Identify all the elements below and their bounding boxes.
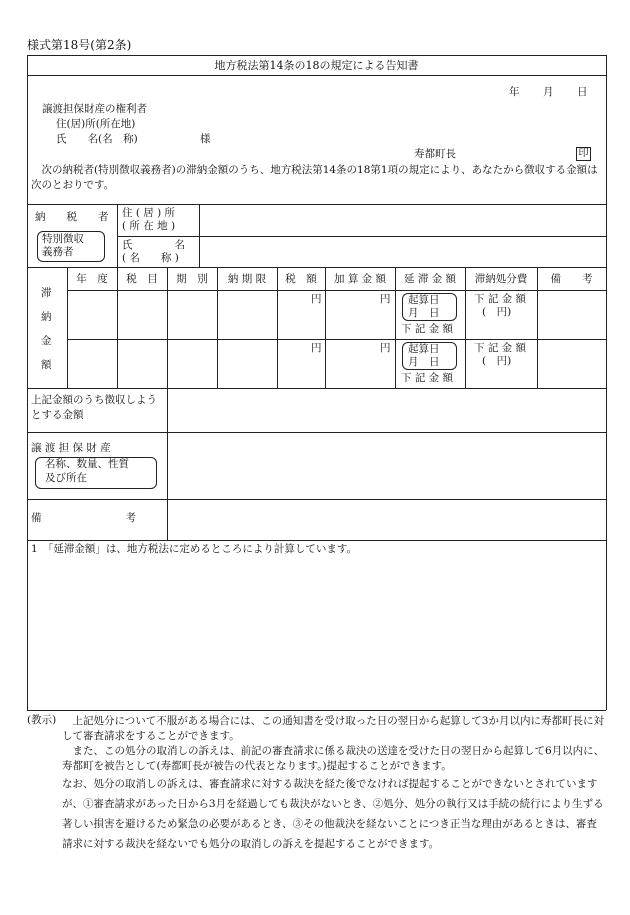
note-1: 1 「延滞金額」は、地方税法に定めるところにより計算しています。 [31, 543, 358, 555]
recipient-heading: 譲渡担保財産の権利者 [42, 103, 147, 115]
header-fiscal-year: 年 度 [76, 273, 108, 285]
taxpayer-sub-label-1: 特別徴収 [42, 233, 84, 245]
header-tax-amount: 税 額 [285, 273, 317, 285]
instruction-paragraph-1: 上記処分について不服がある場合には、この通知書を受け取った日の翌日から起算して3か月以内に寿都町長に対して審査請求をすることができます。 [62, 715, 604, 742]
taxpayer-sub-label-2: 義務者 [42, 246, 74, 258]
title-divider [27, 75, 606, 76]
header-remarks: 備 考 [550, 273, 593, 285]
property-label: 譲 渡 担 保 財 産 [31, 442, 111, 454]
row2-late-date: 月 日 [408, 356, 440, 368]
frame-bottom [27, 710, 606, 711]
issuer-name: 寿都町長 [414, 148, 456, 160]
row1-late-date: 月 日 [408, 307, 440, 319]
row1-fee-amount: 下 記 金 額 [474, 293, 527, 305]
property-sub-2: 及び所在 [45, 472, 87, 484]
arrears-row-label-1: 滞 [41, 287, 52, 299]
property-sub-1: 名称、数量、性質 [45, 458, 129, 470]
row2-fee-yen: ( 円) [482, 355, 512, 367]
header-due-date: 納 期 限 [227, 273, 267, 285]
header-period: 期 別 [176, 273, 208, 285]
row1-add-unit: 円 [380, 293, 391, 305]
lower-col-line [167, 388, 168, 540]
remarks-bottom-line [27, 540, 606, 541]
arrears-row-line [67, 339, 606, 340]
taxpayer-label: 納 税 者 [35, 211, 109, 223]
header-tax-item: 税 目 [126, 273, 158, 285]
row2-late-start: 起算日 [408, 343, 440, 355]
collect-bottom-line [27, 432, 606, 433]
intro-text: 次の納税者(特別徴収義務者)の滞納金額のうち、地方税法第14条の18第1項の規定により、あなたから徴収する金額は次のとおりです。 [31, 164, 598, 191]
issuer-seal: 印 [576, 147, 591, 161]
arrears-bottom-line [27, 388, 606, 389]
taxpayer-name-label-1: 氏 名 [122, 239, 185, 251]
arrears-row-label-2: 納 [41, 311, 52, 323]
arrears-row-label-4: 額 [41, 359, 52, 371]
taxpayer-row-divider [117, 236, 606, 237]
property-bottom-line [27, 499, 606, 500]
taxpayer-address-label-1: 住 ( 居 ) 所 [122, 207, 176, 219]
arrears-row-label-3: 金 [41, 335, 52, 347]
row1-fee-yen: ( 円) [482, 306, 512, 318]
recipient-address-label: 住(居)所(所在地) [56, 118, 136, 130]
date-year: 年 [509, 86, 520, 98]
recipient-name-label: 氏 名(名 称) [56, 133, 138, 145]
row2-late-amount: 下 記 金 額 [401, 372, 454, 384]
row1-late-amount: 下 記 金 額 [401, 323, 454, 335]
row2-fee-amount: 下 記 金 額 [474, 342, 527, 354]
row1-tax-unit: 円 [311, 293, 322, 305]
taxpayer-name-label-2: ( 名 称 ) [122, 252, 179, 264]
date-day: 日 [577, 86, 588, 98]
remarks-label: 備 考 [31, 512, 136, 524]
row2-tax-unit: 円 [311, 342, 322, 354]
date-month: 月 [543, 86, 554, 98]
row1-late-start: 起算日 [408, 294, 440, 306]
taxpayer-address-label-2: ( 所 在 地 ) [122, 220, 176, 232]
header-late-amount: 延 滞 金 額 [403, 273, 456, 285]
collect-amount-label: 上記金額のうち徴収しようとする金額 [31, 394, 157, 421]
arrears-header-line [67, 290, 606, 291]
header-additional-amount: 加 算 金 額 [333, 273, 386, 285]
frame-right [606, 55, 607, 710]
header-disposition-fee: 滞納処分費 [474, 273, 528, 285]
frame-left [27, 55, 28, 710]
taxpayer-bottom-line [27, 267, 606, 268]
recipient-honorific: 様 [200, 133, 211, 145]
instruction-label: (教示) [27, 714, 57, 726]
document-title: 地方税法第14条の18の規定による告知書 [214, 59, 419, 72]
instruction-paragraph-2: また、この処分の取消しの訴えは、前記の審査請求に係る裁決の送達を受けた日の翌日から起算して6月以内に、寿都町を被告として(寿都町長が被告の代表となります。)提起することができます。 [62, 745, 605, 772]
intro-divider [27, 204, 606, 205]
instruction-paragraph-3: なお、処分の取消しの訴えは、審査請求に対する裁決を経た後でなければ提起することができないとされていますが、①審査請求があった日から3月を経過しても裁決がないとき、②処分、処分の執行又は手続の続行により生ずる著しい損害を避けるため緊急の必要があるとき、③その他裁決を経ないことにつき正当な理由があるときは、審査請求に対する裁決を経ないでも処分の取消しの訴えを提起することができます。 [62, 778, 604, 850]
row2-add-unit: 円 [380, 342, 391, 354]
frame-top [27, 55, 606, 56]
form-number: 様式第18号(第2条) [27, 38, 132, 52]
